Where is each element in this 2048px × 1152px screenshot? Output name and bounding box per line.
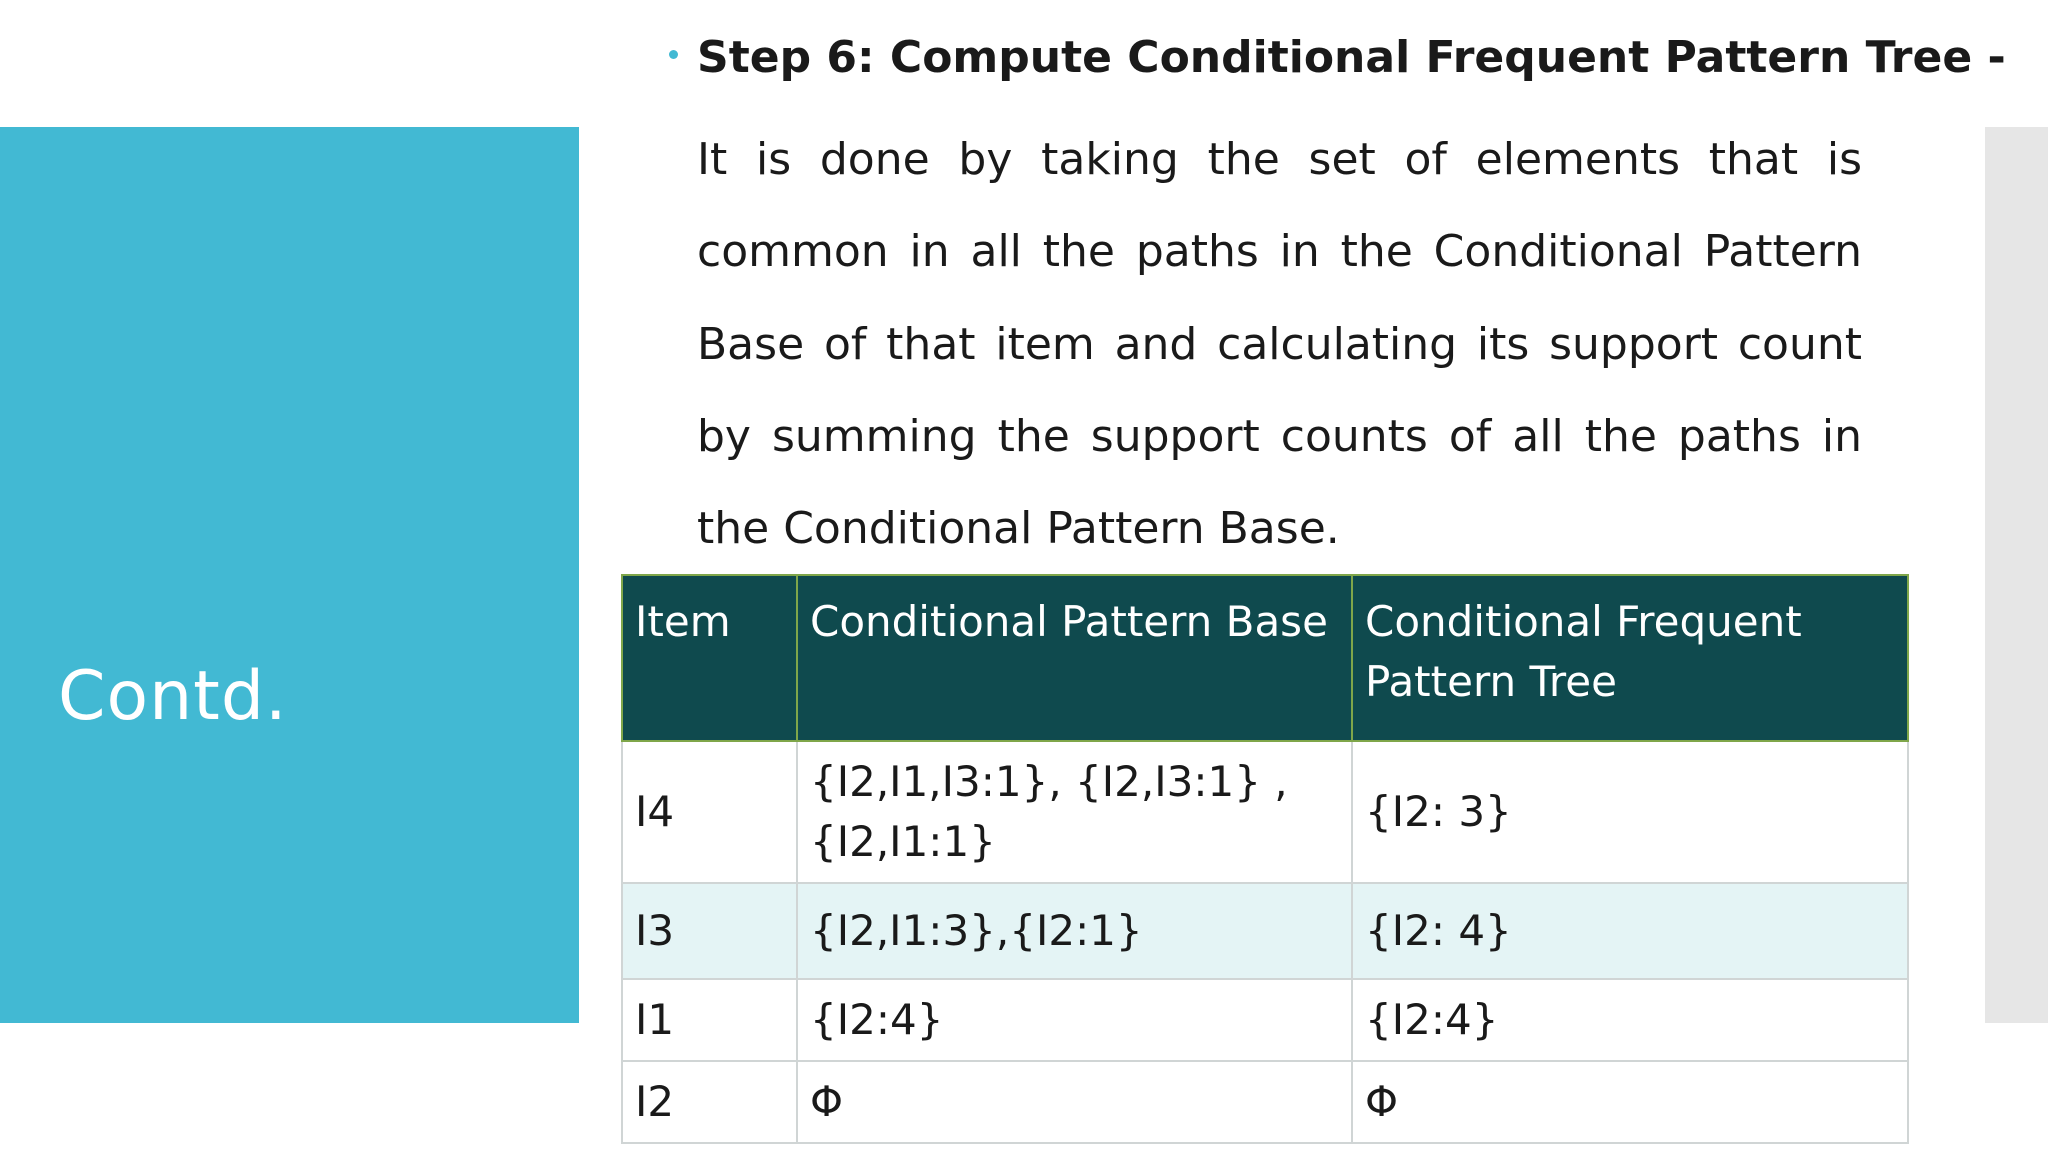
title-panel (0, 127, 579, 1023)
cell-item: I3 (622, 883, 797, 979)
header-conditional-fp-tree: Conditional Frequent Pattern Tree (1352, 575, 1908, 741)
cell-base: {I2,I1:3},{I2:1} (797, 883, 1352, 979)
cell-tree: {I2: 3} (1352, 741, 1908, 883)
conditional-fp-table (621, 574, 1909, 1144)
table-row (622, 1061, 1908, 1143)
cell-item: I4 (622, 741, 797, 883)
step-heading: Step 6: Compute Conditional Frequent Pattern Tree - (697, 32, 2006, 83)
side-strip (1985, 127, 2048, 1023)
table-row (622, 979, 1908, 1061)
table-header-row (622, 575, 1908, 741)
slide-title: Contd. (58, 657, 288, 736)
table-row (622, 741, 1908, 883)
header-item: Item (622, 575, 797, 741)
cell-tree: {I2: 4} (1352, 883, 1908, 979)
table-row (622, 883, 1908, 979)
cell-base: {I2,I1,I3:1}, {I2,I3:1} , {I2,I1:1} (797, 741, 1352, 883)
cell-base: {I2:4} (797, 979, 1352, 1061)
cell-tree: {I2:4} (1352, 979, 1908, 1061)
header-conditional-pattern-base: Conditional Pattern Base (797, 575, 1352, 741)
cell-item: I1 (622, 979, 797, 1061)
cell-base: Φ (797, 1061, 1352, 1143)
body-paragraph: It is done by taking the set of elements that is common in all the paths in the Conditional Pattern Base of that item and calculating its support count by summing the support counts of all the paths in the Conditional Pattern Base. (697, 134, 1862, 555)
cell-tree: Φ (1352, 1061, 1908, 1143)
cell-item: I2 (622, 1061, 797, 1143)
bullet-icon (669, 50, 678, 59)
